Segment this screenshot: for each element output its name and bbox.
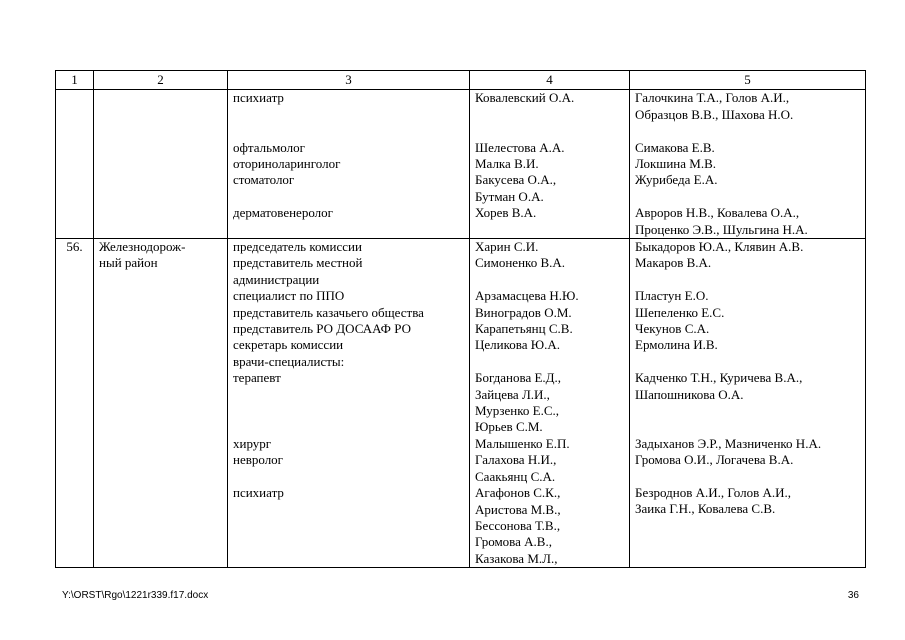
roles-line bbox=[233, 403, 464, 419]
roles-line: врачи-специалисты: bbox=[233, 353, 345, 369]
members-line: Аристова М.В., bbox=[475, 501, 561, 517]
table-row bbox=[56, 239, 866, 568]
header-cell: 2 bbox=[94, 71, 228, 90]
row-number-cell bbox=[56, 90, 94, 239]
roles-line bbox=[233, 107, 464, 123]
reserves-cell bbox=[630, 239, 866, 568]
roles-line: представитель казачьего общества bbox=[233, 304, 424, 320]
roles-line: психиатр bbox=[233, 485, 284, 501]
members-line: Саакьянц С.А. bbox=[475, 468, 556, 484]
header-row bbox=[56, 71, 866, 90]
reserves-line: Авроров Н.В., Ковалева О.А., bbox=[635, 205, 800, 221]
reserves-line: Задыханов Э.Р., Мазниченко Н.А. bbox=[635, 435, 822, 451]
reserves-line bbox=[635, 469, 860, 485]
members-line: Бутман О.А. bbox=[475, 188, 544, 204]
roles-line: председатель комиссии bbox=[233, 239, 362, 255]
reserves-line: Чекунов С.А. bbox=[635, 321, 710, 337]
members-line: Карапетьянц С.В. bbox=[475, 321, 573, 337]
reserves-line: Проценко Э.В., Шульгина Н.А. bbox=[635, 221, 808, 237]
area-line: ный район bbox=[99, 255, 158, 271]
members-line: Харин С.И. bbox=[475, 239, 539, 255]
reserves-line: Галочкина Т.А., Голов А.И., bbox=[635, 90, 790, 106]
members-line: Малка В.И. bbox=[475, 156, 539, 171]
roles-line: представитель РО ДОСААФ РО bbox=[233, 321, 411, 337]
members-line: Арзамасцева Н.Ю. bbox=[475, 288, 579, 304]
members-line: Юрьев С.М. bbox=[475, 419, 543, 435]
members-line: Зайцева Л.И., bbox=[475, 386, 550, 402]
members-line: Хорев В.А. bbox=[475, 205, 537, 221]
members-line: Симоненко В.А. bbox=[475, 255, 566, 271]
roles-line bbox=[233, 469, 464, 485]
reserves-line: Пластун Е.О. bbox=[635, 288, 709, 304]
reserves-line: Образцов В.В., Шахова Н.О. bbox=[635, 106, 794, 122]
roles-line: специалист по ППО bbox=[233, 288, 345, 304]
members-line: Агафонов С.К., bbox=[475, 485, 561, 501]
reserves-line: Быкадоров Ю.А., Клявин А.В. bbox=[635, 239, 804, 255]
members-line: Громова А.В., bbox=[475, 534, 552, 550]
members-line: Мурзенко Е.С., bbox=[475, 403, 560, 419]
members-line: Богданова Е.Д., bbox=[475, 370, 562, 386]
members-line: Бессонова Т.В., bbox=[475, 517, 561, 533]
members-line bbox=[475, 354, 624, 370]
members-line: Виноградов О.М. bbox=[475, 304, 572, 320]
members-cell bbox=[470, 90, 630, 239]
members-line: Галахова Н.И., bbox=[475, 452, 557, 468]
reserves-line bbox=[635, 419, 860, 435]
reserves-line: Шапошникова О.А. bbox=[635, 386, 744, 402]
members-line: Ковалевский О.А. bbox=[475, 90, 575, 106]
reserves-line: Журибеда Е.А. bbox=[635, 172, 718, 188]
reserves-line: Локшина М.В. bbox=[635, 156, 716, 172]
roles-line: терапевт bbox=[233, 370, 281, 386]
reserves-line bbox=[635, 123, 860, 139]
members-line bbox=[475, 107, 624, 123]
roles-cell bbox=[228, 90, 470, 239]
members-line: Целикова Ю.А. bbox=[475, 337, 560, 353]
roles-line: офтальмолог bbox=[233, 139, 305, 155]
reserves-line: Громова О.И., Логачева В.А. bbox=[635, 452, 794, 468]
row-number-cell: 56. bbox=[56, 239, 94, 568]
roles-cell bbox=[228, 239, 470, 568]
header-cell: 1 bbox=[56, 71, 94, 90]
page-number: 36 bbox=[847, 590, 859, 601]
table-row bbox=[56, 90, 866, 239]
roles-line: администрации bbox=[233, 271, 320, 287]
reserves-line bbox=[635, 189, 860, 205]
reserves-line: Симакова Е.В. bbox=[635, 139, 715, 155]
members-cell bbox=[470, 239, 630, 568]
roles-line: представитель местной bbox=[233, 255, 363, 271]
reserves-cell bbox=[630, 90, 866, 239]
reserves-line: Безроднов А.И., Голов А.И., bbox=[635, 485, 791, 501]
roles-line: хирург bbox=[233, 435, 272, 451]
members-line: Малышенко Е.П. bbox=[475, 435, 570, 451]
reserves-line: Макаров В.А. bbox=[635, 255, 712, 271]
commission-table bbox=[55, 70, 866, 568]
page-footer bbox=[62, 590, 859, 601]
header-cell: 3 bbox=[228, 71, 470, 90]
area-line: Железнодорож- bbox=[99, 239, 186, 255]
reserves-line bbox=[635, 354, 860, 370]
area-cell bbox=[94, 239, 228, 568]
roles-line: дерматовенеролог bbox=[233, 205, 333, 221]
members-line: Казакова М.Л., bbox=[475, 550, 558, 566]
reserves-line: Ермолина И.В. bbox=[635, 337, 718, 353]
reserves-line: Заика Г.Н., Ковалева С.В. bbox=[635, 501, 776, 517]
roles-line bbox=[233, 419, 464, 435]
roles-line: психиатр bbox=[233, 90, 284, 106]
members-line bbox=[475, 123, 624, 139]
area-cell bbox=[94, 90, 228, 239]
roles-line: секретарь комиссии bbox=[233, 337, 344, 353]
reserves-line: Кадченко Т.Н., Куричева В.А., bbox=[635, 370, 803, 386]
roles-line bbox=[233, 189, 464, 205]
members-line bbox=[475, 272, 624, 288]
header-cell: 5 bbox=[630, 71, 866, 90]
roles-line: оториноларинголог bbox=[233, 156, 341, 171]
reserves-line bbox=[635, 403, 860, 419]
roles-line bbox=[233, 387, 464, 403]
members-line: Шелестова А.А. bbox=[475, 139, 565, 155]
header-cell: 4 bbox=[470, 71, 630, 90]
reserves-line bbox=[635, 272, 860, 288]
roles-line: стоматолог bbox=[233, 172, 295, 188]
roles-line bbox=[233, 123, 464, 139]
members-line: Бакусева О.А., bbox=[475, 172, 557, 188]
file-path: Y:\ORST\Rgo\1221r339.f17.docx bbox=[62, 590, 209, 601]
reserves-line: Шепеленко Е.С. bbox=[635, 304, 725, 320]
roles-line: невролог bbox=[233, 452, 284, 468]
